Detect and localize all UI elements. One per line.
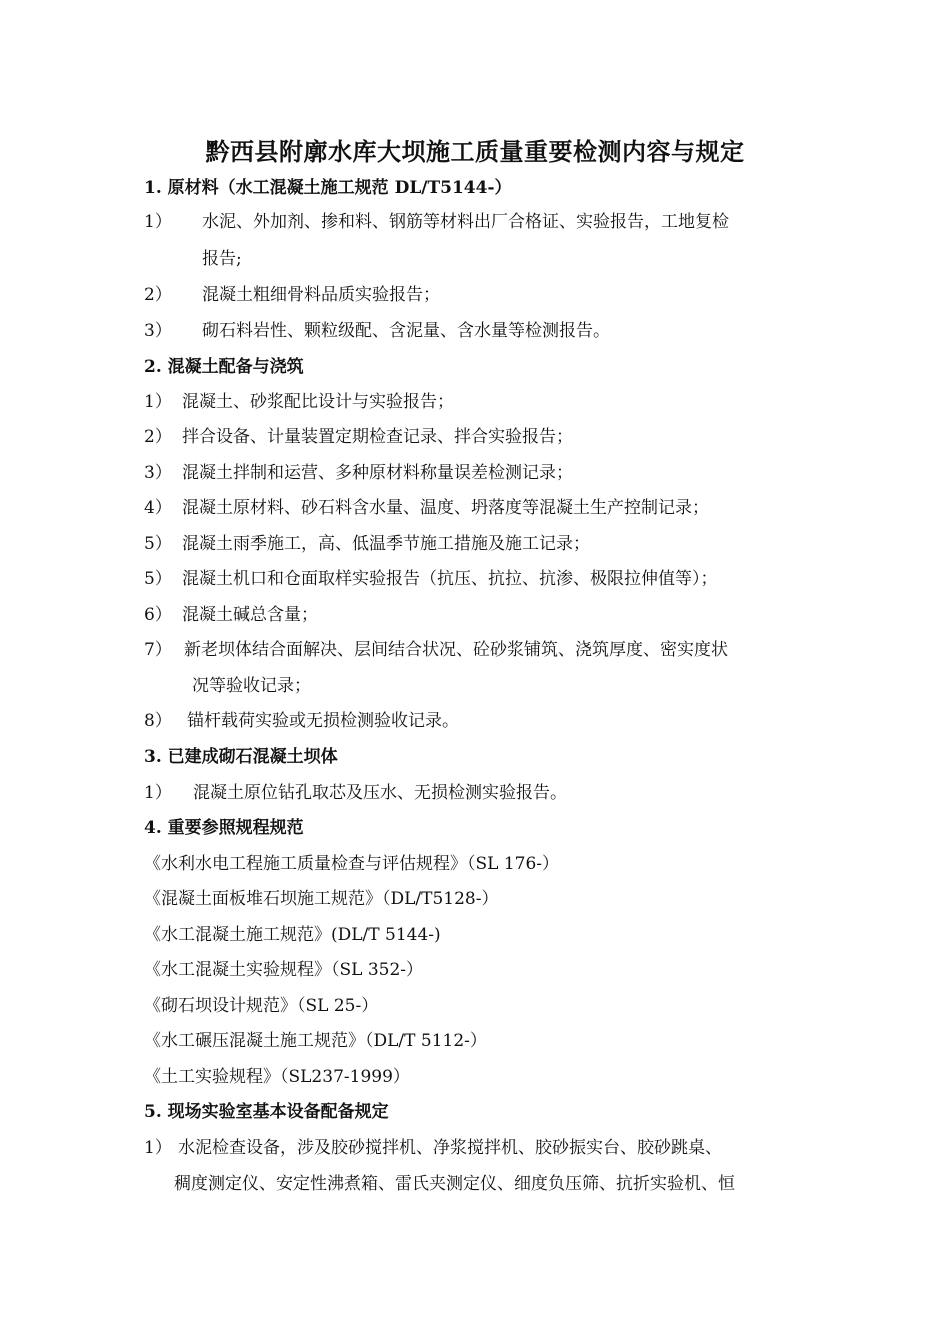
item-text: 新老坝体结合面解决、层间结合状况、砼砂浆铺筑、浇筑厚度、密实度状 xyxy=(184,640,728,660)
item-number: 5） xyxy=(144,569,172,589)
list-item xyxy=(144,390,454,414)
item-number: 8） xyxy=(144,711,172,731)
item-text: 水泥检查设备，涉及胶砂搅拌机、净浆搅拌机、胶砂振实台、胶砂跳桌、 xyxy=(178,1138,722,1158)
reference-item: 《水工混凝土实验规程》（SL 352-） xyxy=(144,960,424,980)
section-4-heading: 4. 重要参照规程规范 xyxy=(144,818,304,838)
section-5-heading: 5. 现场实验室基本设备配备规定 xyxy=(144,1102,389,1122)
list-item xyxy=(144,496,709,520)
item-number: 7） xyxy=(144,640,172,660)
list-item xyxy=(144,425,573,449)
item-number: 2） xyxy=(144,427,172,447)
item-text-continued: 况等验收记录； xyxy=(192,676,311,696)
reference-item: 《土工实验规程》（SL237-1999） xyxy=(144,1067,410,1087)
list-item xyxy=(144,283,440,307)
list-item xyxy=(144,638,728,662)
item-text-continued: 报告; xyxy=(202,249,242,269)
item-text: 混凝土雨季施工，高、低温季节施工措施及施工记录； xyxy=(182,534,590,554)
item-text: 混凝土机口和仓面取样实验报告（抗压、抗拉、抗渗、极限拉伸值等）； xyxy=(182,569,718,589)
item-text: 混凝土粗细骨料品质实验报告； xyxy=(202,285,440,305)
item-number: 3） xyxy=(144,321,172,341)
item-text: 混凝土碱总含量； xyxy=(182,605,318,625)
list-item xyxy=(144,781,567,805)
reference-item: 《砌石坝设计规范》（SL 25-） xyxy=(144,996,379,1016)
item-number: 6） xyxy=(144,605,172,625)
list-item xyxy=(144,603,318,627)
item-text: 混凝土原位钻孔取芯及压水、无损检测实验报告。 xyxy=(193,783,567,803)
item-number: 3） xyxy=(144,463,172,483)
item-text: 砌石料岩性、颗粒级配、含泥量、含水量等检测报告。 xyxy=(202,321,610,341)
item-number: 2） xyxy=(144,285,172,305)
section-1-heading: 1. 原材料（水工混凝土施工规范 DL/T5144-） xyxy=(144,178,512,198)
section-3-heading: 3. 已建成砌石混凝土坝体 xyxy=(144,747,338,767)
list-item xyxy=(144,319,610,343)
list-item xyxy=(144,567,718,591)
item-number: 1） xyxy=(144,783,172,803)
reference-item: 《水工碾压混凝土施工规范》（DL/T 5112-） xyxy=(144,1031,487,1051)
reference-item: 《混凝土面板堆石坝施工规范》（DL/T5128-） xyxy=(144,889,499,909)
list-item xyxy=(144,210,729,234)
list-item xyxy=(144,1136,722,1160)
document-title: 黔西县附廓水库大坝施工质量重要检测内容与规定 xyxy=(205,137,745,166)
item-number: 5） xyxy=(144,534,172,554)
item-text-continued: 稠度测定仪、安定性沸煮箱、雷氏夹测定仪、细度负压筛、抗折实验机、恒 xyxy=(174,1174,735,1194)
section-2-heading: 2. 混凝土配备与浇筑 xyxy=(144,357,304,377)
list-item xyxy=(144,461,573,485)
item-number: 1） xyxy=(144,212,172,232)
item-number: 1） xyxy=(144,1138,172,1158)
list-item xyxy=(144,532,590,556)
item-text: 水泥、外加剂、掺和料、钢筋等材料出厂合格证、实验报告，工地复检 xyxy=(202,212,729,232)
item-text: 锚杆载荷实验或无损检测验收记录。 xyxy=(187,711,459,731)
item-text: 混凝土原材料、砂石料含水量、温度、坍落度等混凝土生产控制记录； xyxy=(182,498,709,518)
reference-item: 《水工混凝土施工规范》(DL/T 5144-) xyxy=(144,925,441,945)
item-number: 1） xyxy=(144,392,172,412)
item-text: 混凝土拌制和运营、多种原材料称量误差检测记录； xyxy=(182,463,573,483)
list-item xyxy=(144,709,459,733)
item-number: 4） xyxy=(144,498,172,518)
reference-item: 《水利水电工程施工质量检查与评估规程》（SL 176-） xyxy=(144,854,560,874)
item-text: 拌合设备、计量装置定期检查记录、拌合实验报告； xyxy=(182,427,573,447)
item-text: 混凝土、砂浆配比设计与实验报告； xyxy=(182,392,454,412)
